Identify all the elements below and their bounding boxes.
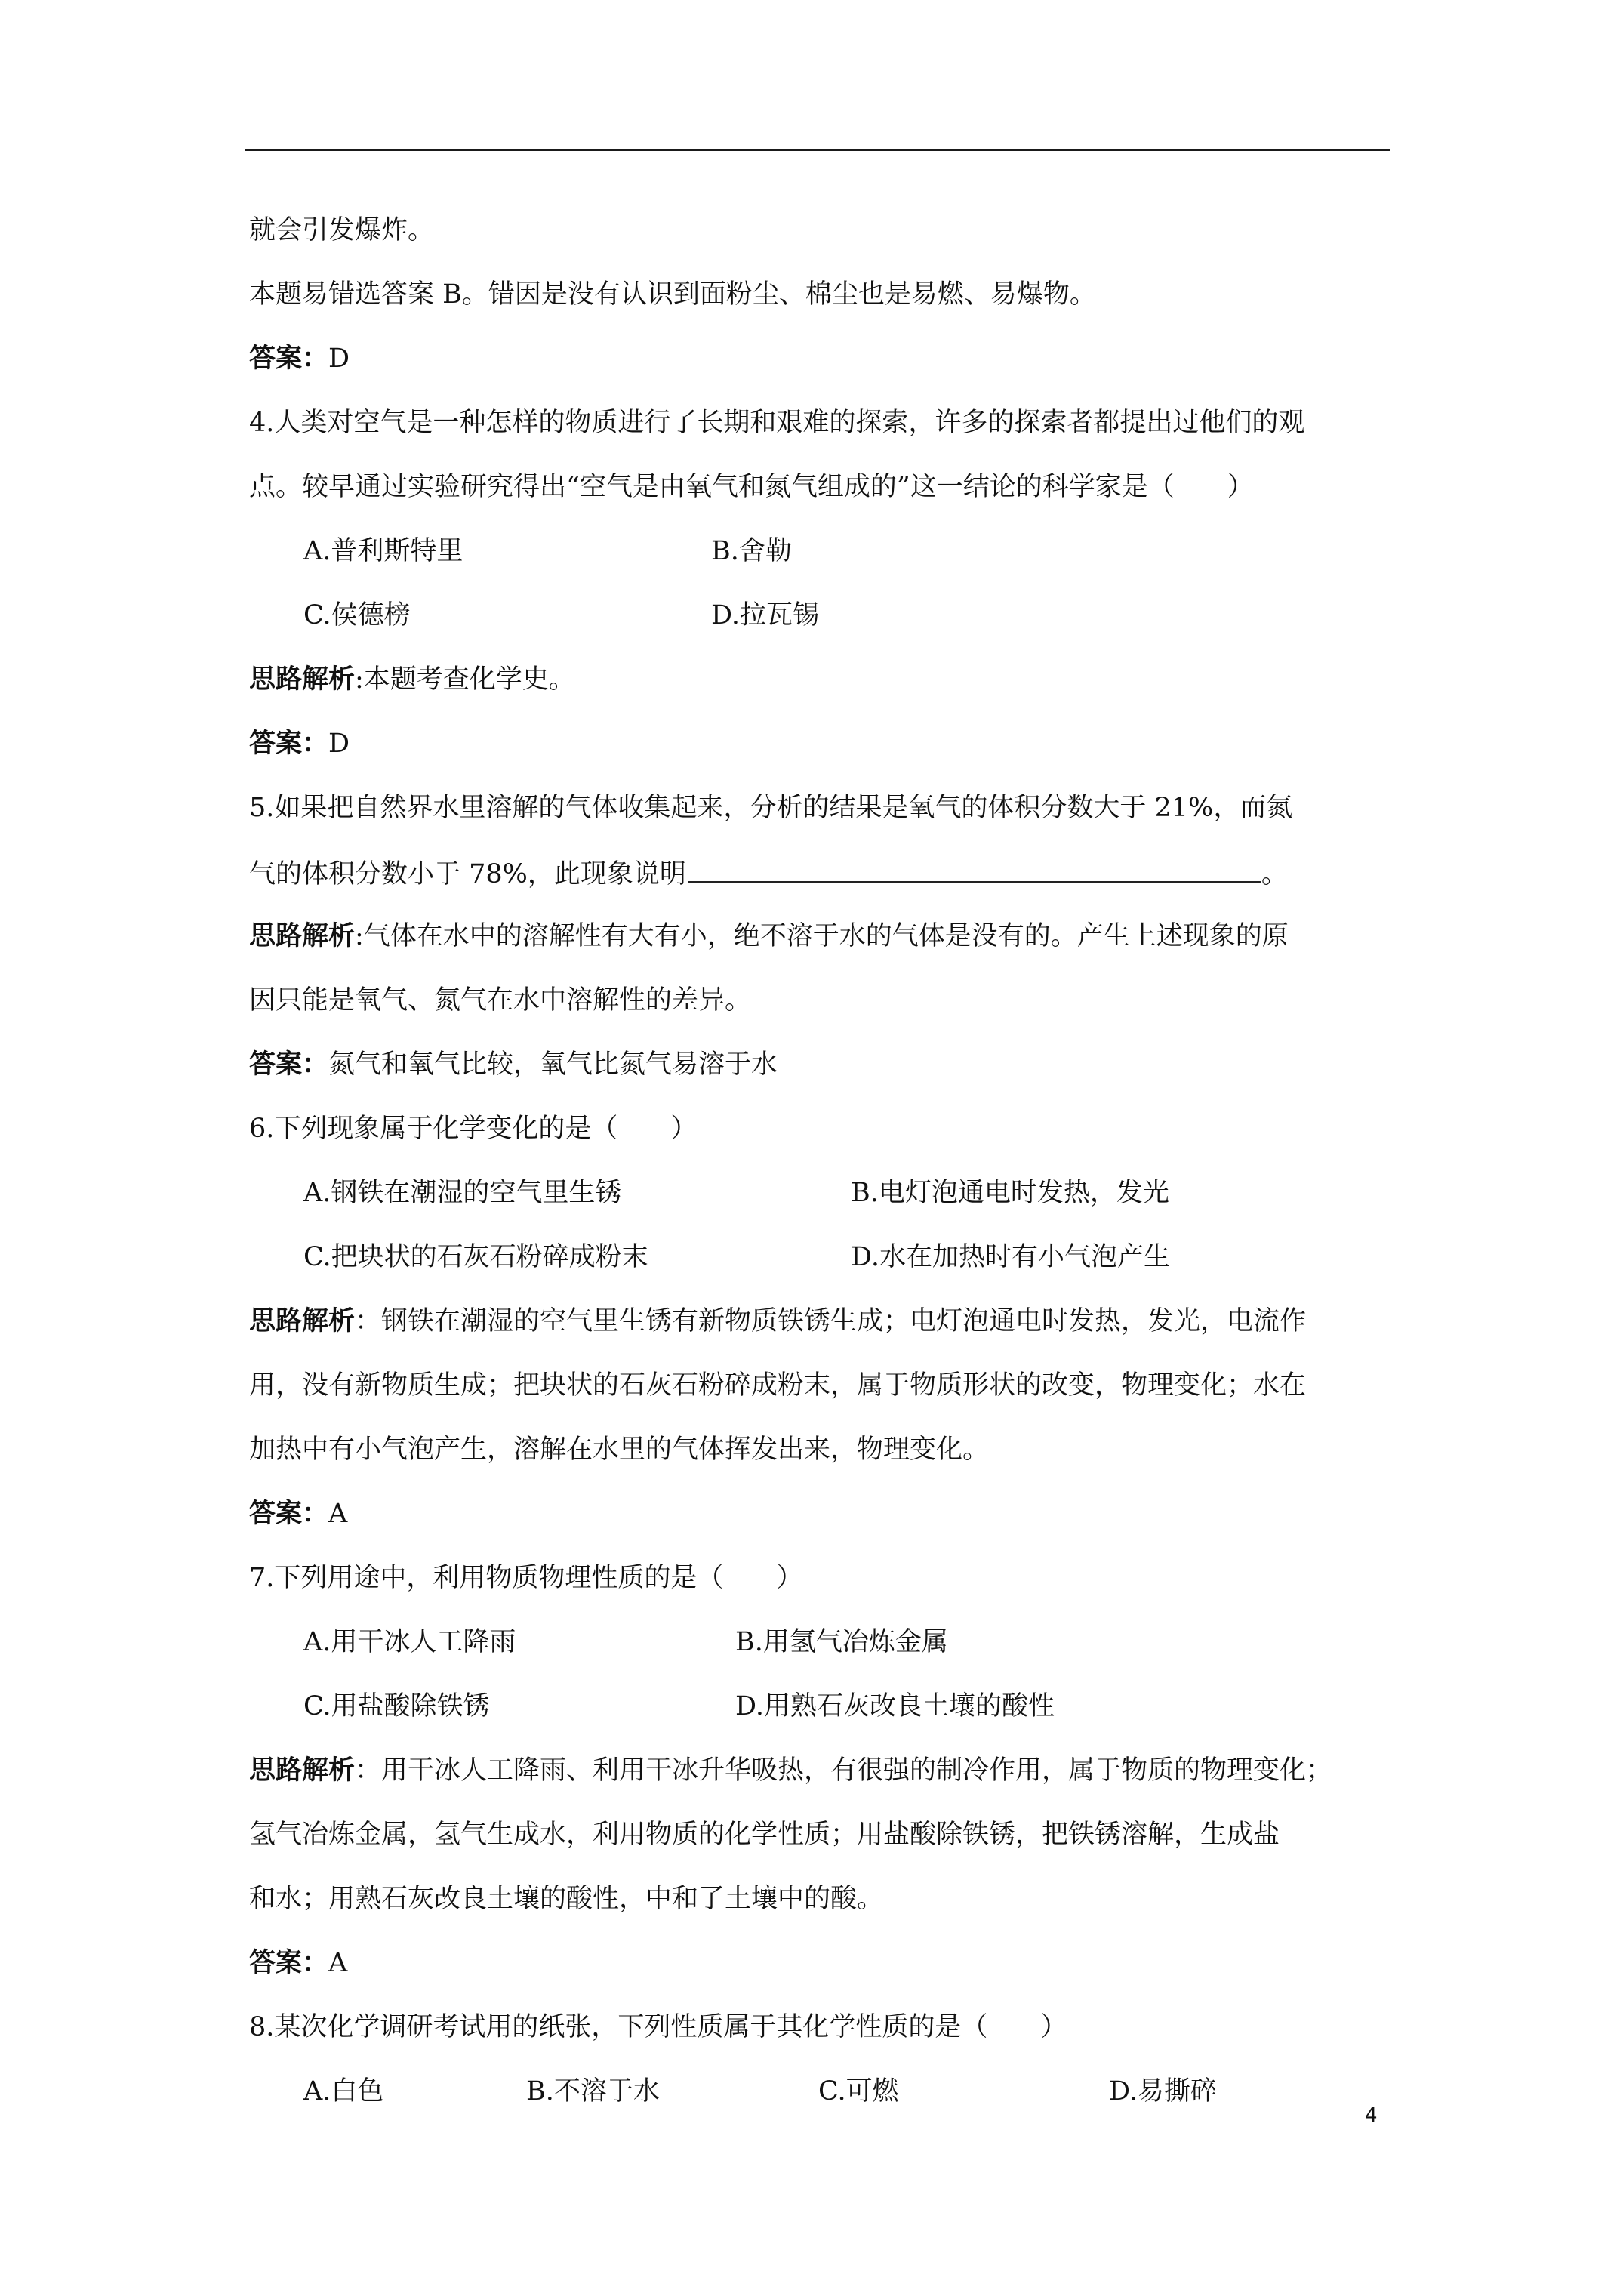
answer-label: 答案： bbox=[249, 1049, 329, 1080]
q4-option-b: B.舍勒 bbox=[711, 536, 792, 566]
q5-answer: 答案：氮气和氧气比较，氧气比氮气易溶于水 bbox=[249, 1049, 778, 1080]
question-7-line-1: 7.下列用途中，利用物质物理性质的是（ ） bbox=[249, 1563, 803, 1593]
question-5-line-1: 5.如果把自然界水里溶解的气体收集起来，分析的结果是氧气的体积分数大于 21%，而氮 bbox=[249, 793, 1293, 823]
solution-label: 思路解析 bbox=[249, 921, 356, 951]
text-line: 就会引发爆炸。 bbox=[249, 215, 435, 245]
q8-option-c: C.可燃 bbox=[818, 2076, 899, 2106]
q8-option-a: A.白色 bbox=[303, 2076, 384, 2106]
q6-solution-line-2: 用，没有新物质生成；把块状的石灰石粉碎成粉末，属于物质形状的改变，物理变化；水在 bbox=[249, 1370, 1307, 1401]
page-number: 4 bbox=[1365, 2104, 1378, 2127]
q6-answer: 答案：A bbox=[249, 1499, 348, 1529]
answer-line bbox=[249, 342, 350, 375]
question-8-line-1: 8.某次化学调研考试用的纸张，下列性质属于其化学性质的是（ ） bbox=[249, 2012, 1067, 2042]
q4-answer: 答案：D bbox=[249, 729, 350, 759]
q5-solution-line-1: 思路解析:气体在水中的溶解性有大有小，绝不溶于水的气体是没有的。产生上述现象的原 bbox=[249, 921, 1289, 951]
answer-label: 答案： bbox=[249, 344, 329, 374]
answer-label: 答案： bbox=[249, 1499, 329, 1529]
q8-option-b: B.不溶于水 bbox=[526, 2076, 660, 2106]
q7-solution-line-2: 氢气冶炼金属，氢气生成水，利用物质的化学性质；用盐酸除铁锈，把铁锈溶解，生成盐 bbox=[249, 1820, 1280, 1850]
question-6-line-1: 6.下列现象属于化学变化的是（ ） bbox=[249, 1114, 698, 1144]
q6-solution-line-1: 思路解析：钢铁在潮湿的空气里生锈有新物质铁锈生成；电灯泡通电时发热，发光，电流作 bbox=[249, 1306, 1307, 1336]
q6-option-a: A.钢铁在潮湿的空气里生锈 bbox=[303, 1178, 622, 1208]
solution-label: 思路解析 bbox=[249, 664, 356, 695]
q8-option-d: D.易撕碎 bbox=[1109, 2076, 1217, 2106]
q6-option-c: C.把块状的石灰石粉碎成粉末 bbox=[303, 1242, 648, 1272]
q6-solution-line-3: 加热中有小气泡产生，溶解在水里的气体挥发出来，物理变化。 bbox=[249, 1435, 990, 1465]
q5-solution-line-2: 因只能是氧气、氮气在水中溶解性的差异。 bbox=[249, 985, 752, 1015]
question-5-line-2: 气的体积分数小于 78%，此现象说明 。 bbox=[249, 855, 1288, 891]
solution-label: 思路解析 bbox=[249, 1306, 356, 1336]
text-line: 本题易错选答案 B。错因是没有认识到面粉尘、棉尘也是易燃、易爆物。 bbox=[249, 279, 1096, 310]
q4-option-c: C.侯德榜 bbox=[303, 600, 411, 630]
q7-option-d: D.用熟石灰改良土壤的酸性 bbox=[735, 1691, 1055, 1721]
q7-solution-line-3: 和水；用熟石灰改良土壤的酸性，中和了土壤中的酸。 bbox=[249, 1884, 884, 1914]
q7-answer: 答案：A bbox=[249, 1948, 348, 1978]
answer-value: D bbox=[328, 344, 350, 374]
q4-option-d: D.拉瓦锡 bbox=[711, 600, 819, 630]
fill-in-blank bbox=[688, 855, 1261, 883]
q6-option-d: D.水在加热时有小气泡产生 bbox=[851, 1242, 1170, 1272]
q6-option-b: B.电灯泡通电时发热，发光 bbox=[851, 1178, 1169, 1208]
q4-solution: 思路解析:本题考查化学史。 bbox=[249, 664, 575, 695]
q7-solution-line-1: 思路解析：用干冰人工降雨、利用干冰升华吸热，有很强的制冷作用，属于物质的物理变化； bbox=[249, 1755, 1333, 1786]
answer-label: 答案： bbox=[249, 729, 329, 759]
q4-option-a: A.普利斯特里 bbox=[303, 536, 463, 566]
q7-option-b: B.用氢气冶炼金属 bbox=[735, 1627, 948, 1657]
header-rule bbox=[245, 149, 1390, 151]
question-4-line-1: 4.人类对空气是一种怎样的物质进行了长期和艰难的探索，许多的探索者都提出过他们的观 bbox=[249, 408, 1305, 438]
answer-label: 答案： bbox=[249, 1948, 329, 1978]
q7-option-c: C.用盐酸除铁锈 bbox=[303, 1691, 490, 1721]
q7-option-a: A.用干冰人工降雨 bbox=[303, 1627, 516, 1657]
solution-label: 思路解析 bbox=[249, 1755, 356, 1786]
question-4-line-2: 点。较早通过实验研究得出“空气是由氧气和氮气组成的”这一结论的科学家是（ ） bbox=[249, 472, 1254, 502]
